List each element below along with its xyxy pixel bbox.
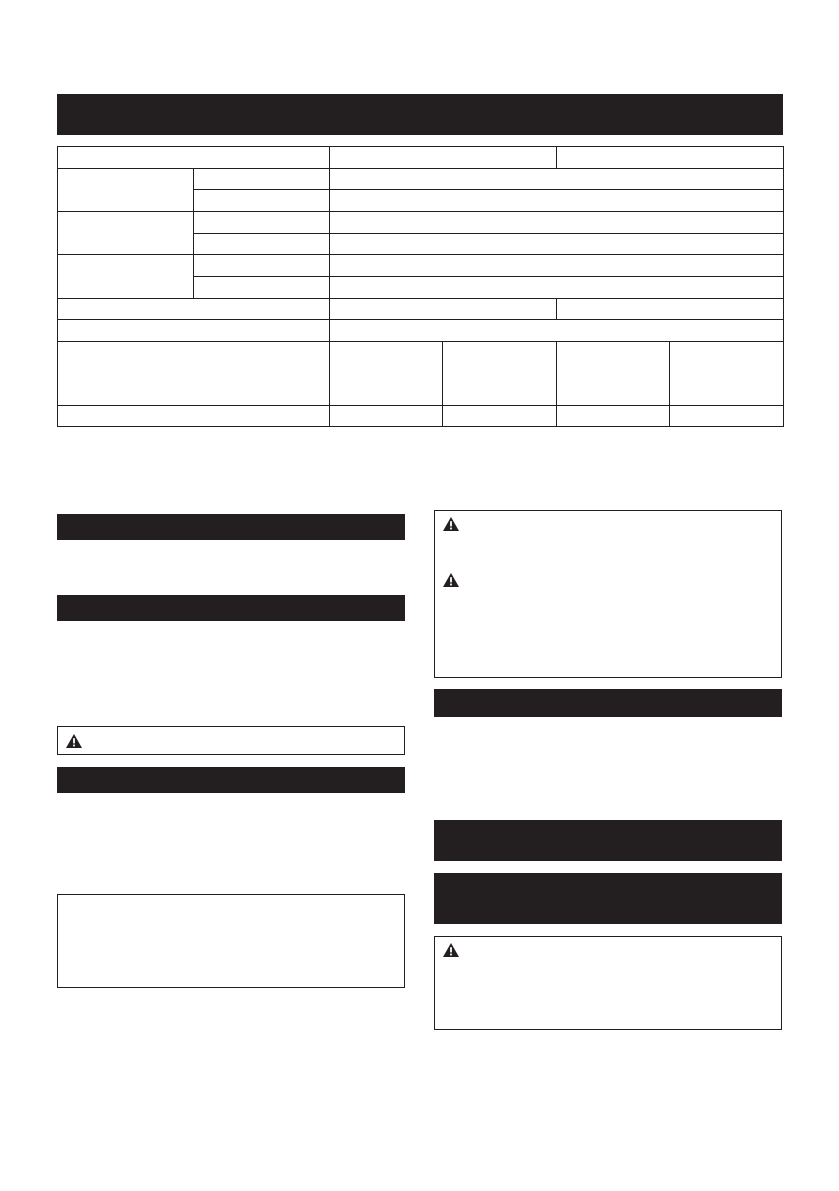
warning-box (434, 936, 782, 1030)
table-cell (330, 169, 784, 190)
section-heading-bar (434, 873, 782, 924)
table-cell (330, 277, 784, 299)
table-cell (194, 190, 330, 212)
table-row (58, 255, 784, 277)
table-row (58, 342, 784, 406)
table-cell (557, 147, 784, 169)
table-cell (194, 234, 330, 255)
table-cell (443, 342, 557, 406)
table-cell (58, 406, 330, 427)
table-cell (58, 147, 330, 169)
section-heading-bar (434, 820, 782, 861)
table-cell (330, 234, 784, 255)
table-row (58, 169, 784, 190)
note-box (57, 894, 405, 988)
table-cell (557, 406, 670, 427)
section-heading-bar (57, 595, 405, 621)
specification-table (57, 146, 784, 427)
table-cell (194, 212, 330, 234)
section-heading-bar (57, 514, 405, 540)
header-bar (57, 94, 783, 135)
table-cell (557, 299, 784, 320)
section-heading-bar (434, 689, 782, 717)
table-cell (194, 255, 330, 277)
table-cell (58, 342, 330, 406)
table-cell (670, 406, 784, 427)
table-row (58, 212, 784, 234)
table-cell (58, 320, 330, 342)
warning-box (434, 510, 782, 678)
table-cell (194, 169, 330, 190)
table-cell (330, 190, 784, 212)
section-heading-bar (57, 767, 405, 793)
table-cell (557, 342, 670, 406)
table-cell (58, 169, 194, 212)
table-cell (330, 320, 784, 342)
warning-strip (57, 726, 405, 755)
table-cell (58, 255, 194, 299)
table-cell (194, 277, 330, 299)
table-row (58, 147, 784, 169)
table-row (58, 406, 784, 427)
table-row (58, 320, 784, 342)
table-cell (443, 406, 557, 427)
table-cell (330, 299, 557, 320)
table-cell (670, 342, 784, 406)
table-cell (330, 406, 443, 427)
table-cell (58, 299, 330, 320)
table-row (58, 299, 784, 320)
table-cell (330, 147, 557, 169)
table-cell (330, 255, 784, 277)
table-cell (330, 342, 443, 406)
table-cell (330, 212, 784, 234)
table-cell (58, 212, 194, 255)
